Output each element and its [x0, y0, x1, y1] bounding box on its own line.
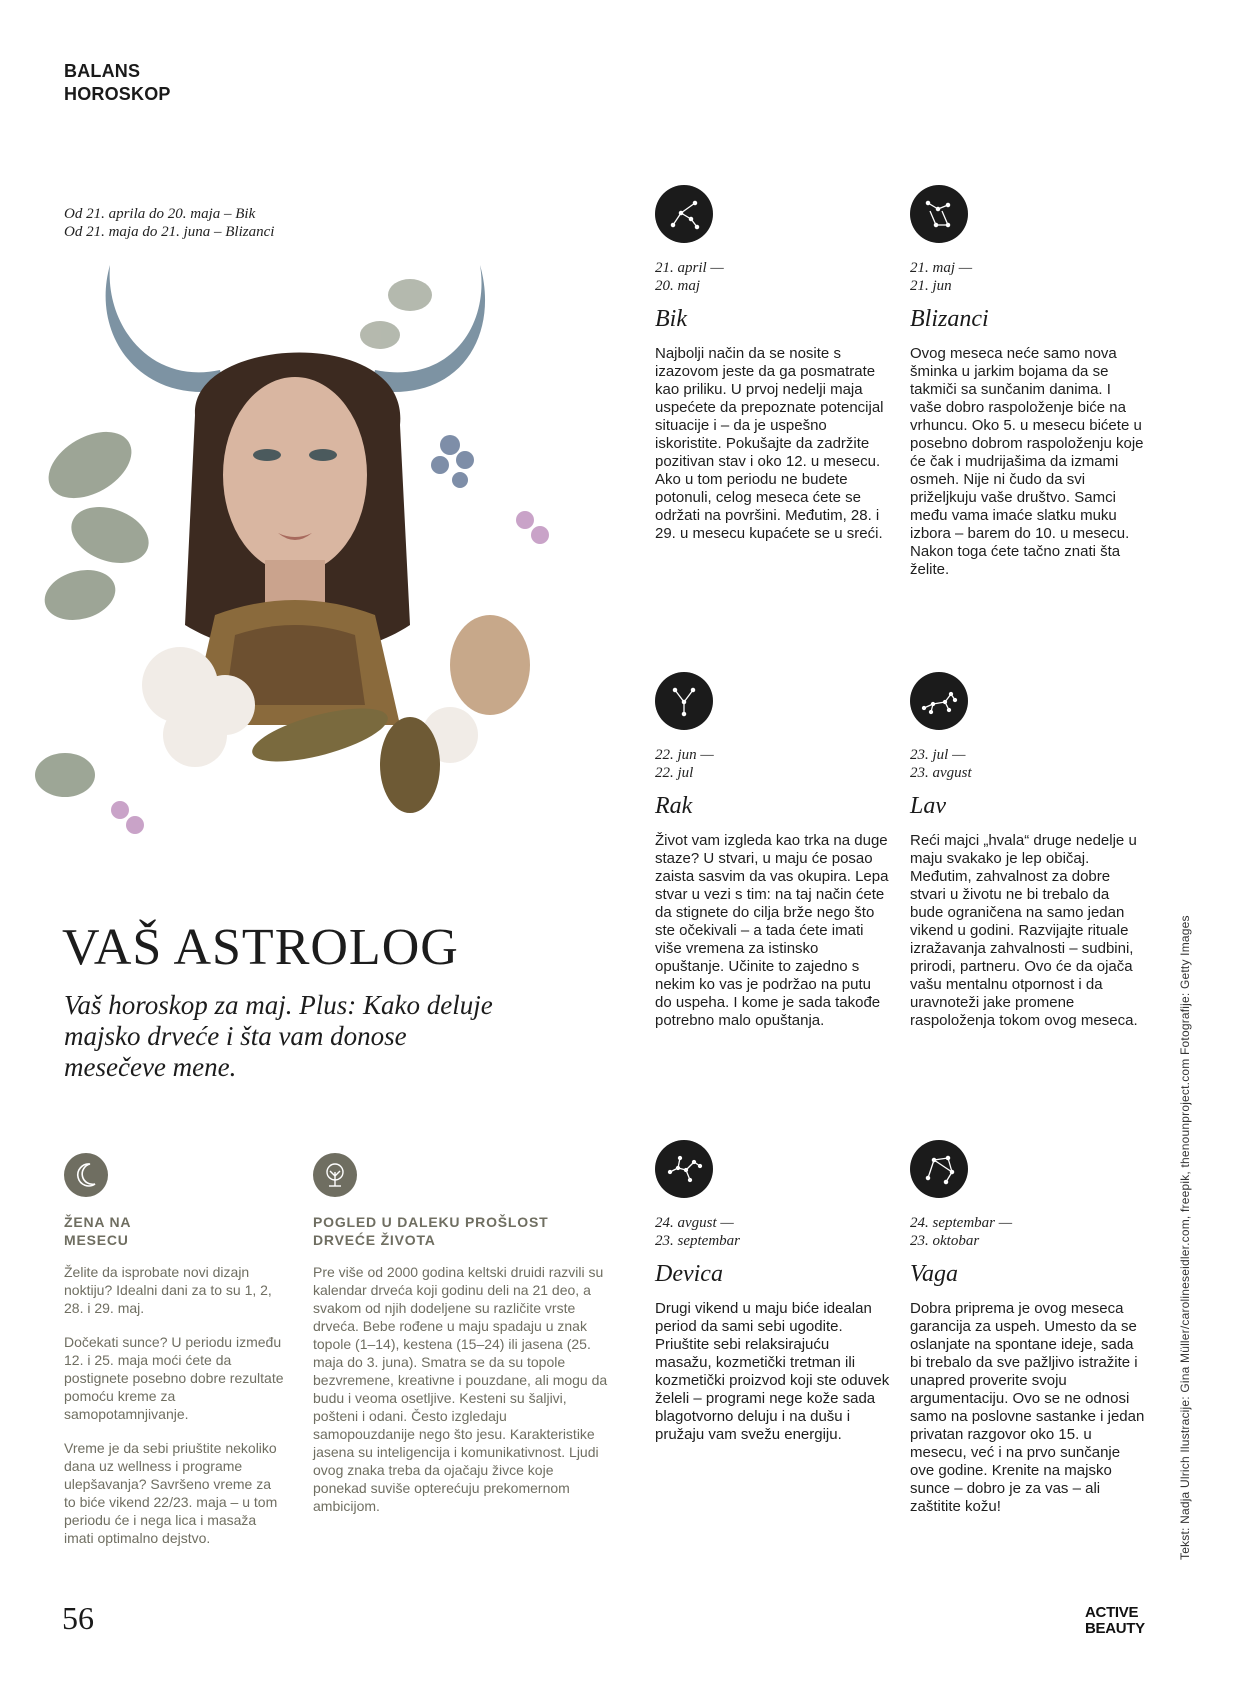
sign-date-start: 21. april —	[655, 260, 724, 276]
sign-date-end: 22. jul	[655, 765, 694, 781]
tree-box-paragraph: Pre više od 2000 godina keltski druidi razvili su kalendar drveća koji godinu deli na 21 deo, a svakom od njih dodeljene su različite vrste drveća. Bebe rođene u maju spadaju u znak topole (1–14), kestena (15–24) ili jasena (25. maja do 3. juna). Smatra se da su topole bezvremene, kreativne i pouzdane, ali mogu da budu i veoma osetljive. Kesteni su šaljivi, pošteni i odani. Često izgledaju samopouzdanije nego što jesu. Karakteristike jasena su inteligencija i komunikativnost. Ljudi ovog znaka treba da ojačaju živce koje ponekad suviše opterećuju prekomernom ambicijom.	[313, 1264, 608, 1514]
section-label-line1: BALANS	[64, 61, 141, 81]
sign-date-end: 23. oktobar	[910, 1233, 980, 1249]
sign-date-end: 20. maj	[655, 278, 700, 294]
section-label-line2: HOROSKOP	[64, 84, 171, 104]
cancer-constellation-icon	[655, 672, 713, 730]
section-label	[64, 60, 171, 106]
article-title: VAŠ ASTROLOG	[62, 919, 459, 976]
gemini-constellation-icon	[910, 185, 968, 243]
moon-box-title-line2: MESECU	[64, 1232, 129, 1248]
sign-name: Vaga	[910, 1261, 958, 1287]
sign-name: Lav	[910, 793, 946, 819]
libra-constellation-icon	[910, 1140, 968, 1198]
sign-date-range	[910, 259, 1145, 295]
sign-name: Bik	[655, 306, 687, 332]
moon-box-title	[64, 1213, 284, 1249]
tree-box-title	[313, 1213, 608, 1249]
leo-constellation-icon	[910, 672, 968, 730]
sign-text: Reći majci „hvala“ druge nedelje u maju svakako je lep običaj. Međutim, zahvalnost za dobre stvari u životu ne bi trebalo da bude ograničena na samo jedan vikend u godini. Razvijajte rituale izražavanja zahvalnosti – sudbini, prirodi, partneru. Ovo će da ojača vašu mentalnu otpornost i da uravnoteži jake promene raspoloženja tokom ovog meseca.	[910, 832, 1138, 1029]
sign-date-start: 24. avgust —	[655, 1215, 734, 1231]
sign-date-end: 23. avgust	[910, 765, 972, 781]
sign-libra	[910, 1140, 1145, 1516]
intro-date-gemini: Od 21. maja do 21. juna – Blizanci	[64, 224, 275, 240]
sign-date-start: 23. jul —	[910, 747, 966, 763]
brand-logo-line2: BEAUTY	[1085, 1620, 1145, 1637]
sign-date-range	[655, 1214, 890, 1250]
sign-date-end: 21. jun	[910, 278, 952, 294]
sign-name: Blizanci	[910, 306, 989, 332]
sign-text: Dobra priprema je ovog meseca garancija za uspeh. Umesto da se oslanjate na spontane ideje, sada bi trebalo da sve pažljivo istražite i unapred proverite svoju argumentaciju. Ovo se ne odnosi samo na poslovne sastanke i jedan privatan razgovor oko 15. u mesecu, već i na prvo sunčanje ove godine. Krenite na majsko sunce – dobro je za vas – ali zaštitite kožu!	[910, 1300, 1145, 1515]
sign-text: Život vam izgleda kao trka na duge staze? U stvari, u maju će posao zaista sasvim da vas okupira. Lepa stvar u vezi s tim: na taj način ćete da stignete do cilja brže nego što ste očekivali – a tada ćete imati više vremena za istinsko opuštanje. Učinite to zajedno s nekim ko vas je podržao na putu do uspeha. I kome je sada takođe potrebno malo opuštanja.	[655, 832, 889, 1029]
sign-date-range	[910, 746, 1145, 782]
tree-box-title-line2: DRVEĆE ŽIVOTA	[313, 1232, 436, 1248]
sign-gemini	[910, 185, 1145, 579]
sign-date-end: 23. septembar	[655, 1233, 740, 1249]
intro-dates	[64, 205, 274, 241]
page-number: 56	[62, 1600, 94, 1636]
article-subtitle: Vaš horoskop za maj. Plus: Kako deluje majsko drveće i šta vam donose mesečeve mene.	[64, 990, 493, 1082]
sign-date-start: 24. septembar —	[910, 1215, 1013, 1231]
sign-date-start: 21. maj —	[910, 260, 973, 276]
crescent-moon-icon	[64, 1153, 108, 1197]
taurus-constellation-icon	[655, 185, 713, 243]
sign-date-range	[655, 259, 890, 295]
sign-text: Najbolji način da se nosite s izazovom jeste da ga posmatrate kao priliku. U prvoj nedelji maja uspećete da prepoznate potencijal situacije i – da je uspešno iskoristite. Pokušajte da zadržite pozitivan stav i oko 12. u mesecu. Ako u tom periodu ne budete potonuli, celog meseca ćete se održati na površini. Međutim, 28. i 29. u mesecu kupaćete se u sreći.	[655, 345, 884, 542]
tree-icon	[313, 1153, 357, 1197]
sign-date-range	[910, 1214, 1145, 1250]
sign-name: Rak	[655, 793, 693, 819]
sign-virgo	[655, 1140, 890, 1444]
virgo-constellation-icon	[655, 1140, 713, 1198]
tree-box	[313, 1153, 608, 1515]
sign-taurus	[655, 185, 890, 543]
moon-box	[64, 1153, 284, 1547]
sign-text: Ovog meseca neće samo nova šminka u jarkim bojama da se takmiči sa sunčanim danima. I vaše dobro raspoloženje biće na vrhuncu. Oko 5. u mesecu bićete u posebno dobrom raspoloženju koje će čak i mudrijašima da izmami osmeh. Nije ni čudo da svi priželjkuju vaše društvo. Samci među vama imaće slatku muku izbora – barem do 10. u mesecu. Nakon toga ćete tačno znati šta želite.	[910, 345, 1144, 578]
moon-box-paragraph: Vreme je da sebi priuštite nekoliko dana uz wellness i programe ulepšavanja? Savršeno vreme za to biće vikend 22/23. maja – u tom periodu će i nega lica i masaža imati optimalno dejstvo.	[64, 1440, 278, 1546]
sign-date-range	[655, 746, 890, 782]
photo-credits: Tekst: Nadja Ulrich Ilustracije: Gina Müller/carolineseidler.com, freepik, thenounproject.com Fotografije: Getty Images	[1178, 915, 1192, 1560]
sign-date-start: 22. jun —	[655, 747, 714, 763]
intro-date-taurus: Od 21. aprila do 20. maja – Bik	[64, 206, 256, 222]
tree-box-title-line1: POGLED U DALEKU PROŠLOST	[313, 1214, 549, 1230]
sign-name: Devica	[655, 1261, 723, 1287]
brand-logo	[1085, 1605, 1145, 1637]
brand-logo-line1: ACTIVE	[1085, 1604, 1139, 1621]
moon-box-paragraph: Želite da isprobate novi dizajn noktiju? Idealni dani za to su 1, 2, 28. i 29. maj.	[64, 1264, 272, 1316]
moon-box-paragraph: Dočekati sunce? U periodu između 12. i 25. maja moći ćete da postignete posebno dobre rezultate pomoću kreme za samopotamnjivanje.	[64, 1334, 284, 1422]
sign-text: Drugi vikend u maju biće idealan period da sami sebi ugodite. Priuštite sebi relaksirajuću masažu, kozmetički tretman ili kozmetički proizvod koji ste oduvek želeli – programi nege kože sada blagotvorno deluju i na dušu i pružaju vam svežu energiju.	[655, 1300, 890, 1443]
sign-cancer	[655, 672, 890, 1030]
sign-leo	[910, 672, 1145, 1030]
taurus-woman-collage-illustration	[20, 265, 590, 905]
moon-box-title-line1: ŽENA NA	[64, 1214, 132, 1230]
